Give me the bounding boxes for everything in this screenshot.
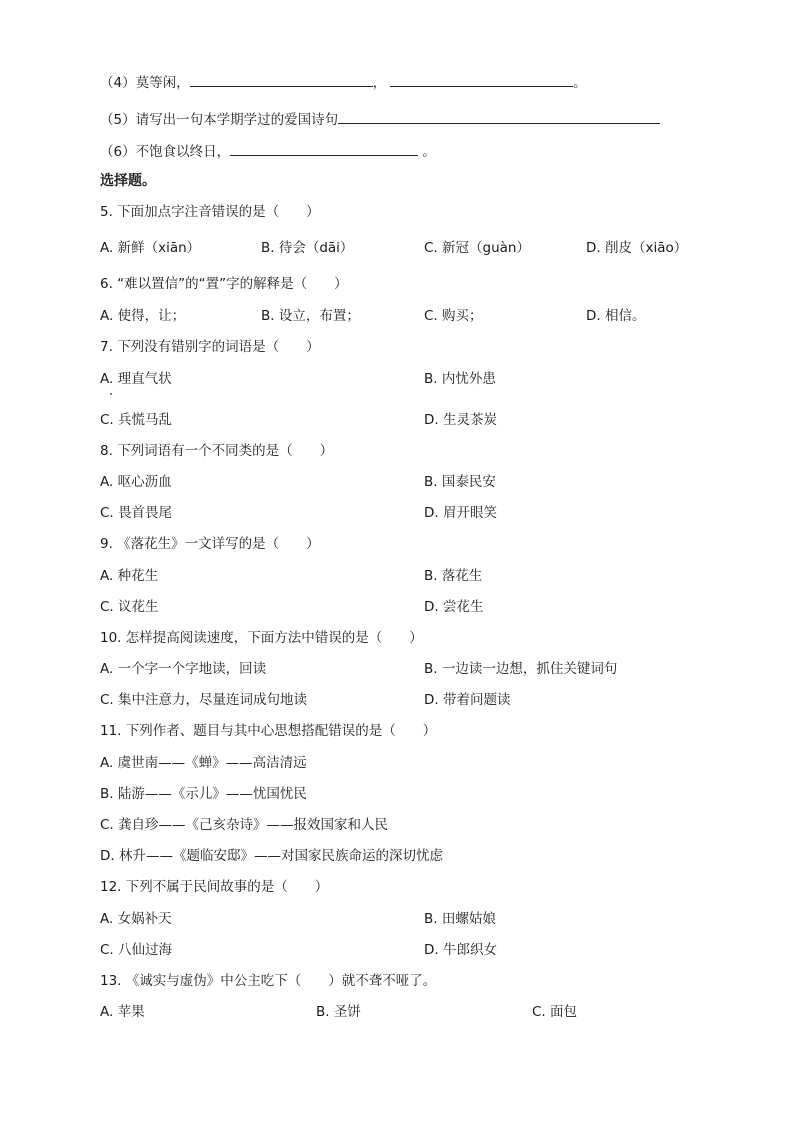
option-d[interactable]: D. 眉开眼笑 — [424, 505, 497, 521]
question-stem: 11. 下列作者、题目与其中心思想搭配错误的是（ ） — [100, 723, 437, 739]
option-d[interactable]: D. 相信。 — [586, 308, 646, 324]
question-stem: 12. 下列不属于民间故事的是（ ） — [100, 879, 329, 895]
option-c[interactable]: C. 兵慌马乱 — [100, 412, 173, 428]
option-a[interactable]: A. 虞世南——《蝉》——高洁清远 — [100, 755, 307, 771]
option-c[interactable]: C. 面包 — [532, 1004, 578, 1020]
option-d[interactable]: D. 尝花生 — [424, 599, 484, 615]
fill-in-item-6 — [100, 141, 436, 161]
answer-blank-4a[interactable] — [190, 72, 373, 87]
item4-end: 。 — [573, 75, 587, 91]
item5-prefix: （5）请写出一句本学期学过的爱国诗句 — [100, 112, 339, 128]
option-b[interactable]: B. 待会（dāi） — [261, 240, 354, 256]
option-c[interactable]: C. 购买； — [424, 308, 483, 324]
question-stem: 6. “难以置信”的“置”字的解释是（ ） — [100, 276, 348, 292]
option-a[interactable]: A. 理直气状 — [100, 371, 172, 387]
option-d[interactable]: D. 林升——《题临安邸》——对国家民族命运的深切忧虑 — [100, 848, 443, 864]
option-b[interactable]: B. 圣饼 — [316, 1004, 361, 1020]
stray-dot — [110, 393, 112, 395]
question-stem: 8. 下列词语有一个不同类的是（ ） — [100, 443, 334, 459]
option-b[interactable]: B. 田螺姑娘 — [424, 911, 496, 927]
item4-prefix: （4）莫等闲， — [100, 75, 190, 91]
option-c[interactable]: C. 议花生 — [100, 599, 159, 615]
question-stem: 13. 《诚实与虚伪》中公主吃下（ ）就不聋不哑了。 — [100, 973, 437, 989]
question-stem: 10. 怎样提高阅读速度，下面方法中错误的是（ ） — [100, 630, 423, 646]
option-a[interactable]: A. 呕心沥血 — [100, 474, 172, 490]
question-stem: 7. 下列没有错别字的词语是（ ） — [100, 339, 320, 355]
option-d[interactable]: D. 生灵茶炭 — [424, 412, 497, 428]
answer-blank-5[interactable] — [338, 109, 660, 124]
option-b[interactable]: B. 落花生 — [424, 568, 483, 584]
option-c[interactable]: C. 集中注意力，尽量连词成句地读 — [100, 692, 308, 708]
option-c[interactable]: C. 新冠（guàn） — [424, 240, 530, 256]
item6-prefix: （6）不饱食以终日， — [100, 144, 231, 160]
fill-in-item-5 — [100, 109, 660, 129]
option-c[interactable]: C. 八仙过海 — [100, 942, 173, 958]
answer-blank-6[interactable] — [230, 141, 418, 156]
option-b[interactable]: B. 陆游——《示儿》——忧国忧民 — [100, 786, 307, 802]
option-d[interactable]: D. 削皮（xiāo） — [586, 240, 688, 256]
option-b[interactable]: B. 国泰民安 — [424, 474, 496, 490]
option-c[interactable]: C. 龚自珍——《己亥杂诗》——报效国家和人民 — [100, 817, 389, 833]
option-b[interactable]: B. 设立，布置； — [261, 308, 360, 324]
option-d[interactable]: D. 牛郎织女 — [424, 942, 497, 958]
option-a[interactable]: A. 种花生 — [100, 568, 159, 584]
option-a[interactable]: A. 新鲜（xiān） — [100, 240, 201, 256]
option-d[interactable]: D. 带着问题读 — [424, 692, 511, 708]
item4-mid: ， — [372, 75, 387, 91]
item6-end: 。 — [418, 144, 436, 160]
question-stem: 5. 下面加点字注音错误的是（ ） — [100, 204, 320, 220]
answer-blank-4b[interactable] — [390, 72, 573, 87]
option-b[interactable]: B. 内忧外患 — [424, 371, 496, 387]
fill-in-item-4 — [100, 72, 587, 92]
option-b[interactable]: B. 一边读一边想，抓住关键词句 — [424, 661, 618, 677]
section-title: 选择题。 — [100, 173, 156, 189]
option-a[interactable]: A. 苹果 — [100, 1004, 145, 1020]
option-a[interactable]: A. 女娲补天 — [100, 911, 172, 927]
question-stem: 9. 《落花生》一文详写的是（ ） — [100, 536, 320, 552]
option-a[interactable]: A. 使得，让； — [100, 308, 186, 324]
option-a[interactable]: A. 一个字一个字地读，回读 — [100, 661, 267, 677]
option-c[interactable]: C. 畏首畏尾 — [100, 505, 173, 521]
